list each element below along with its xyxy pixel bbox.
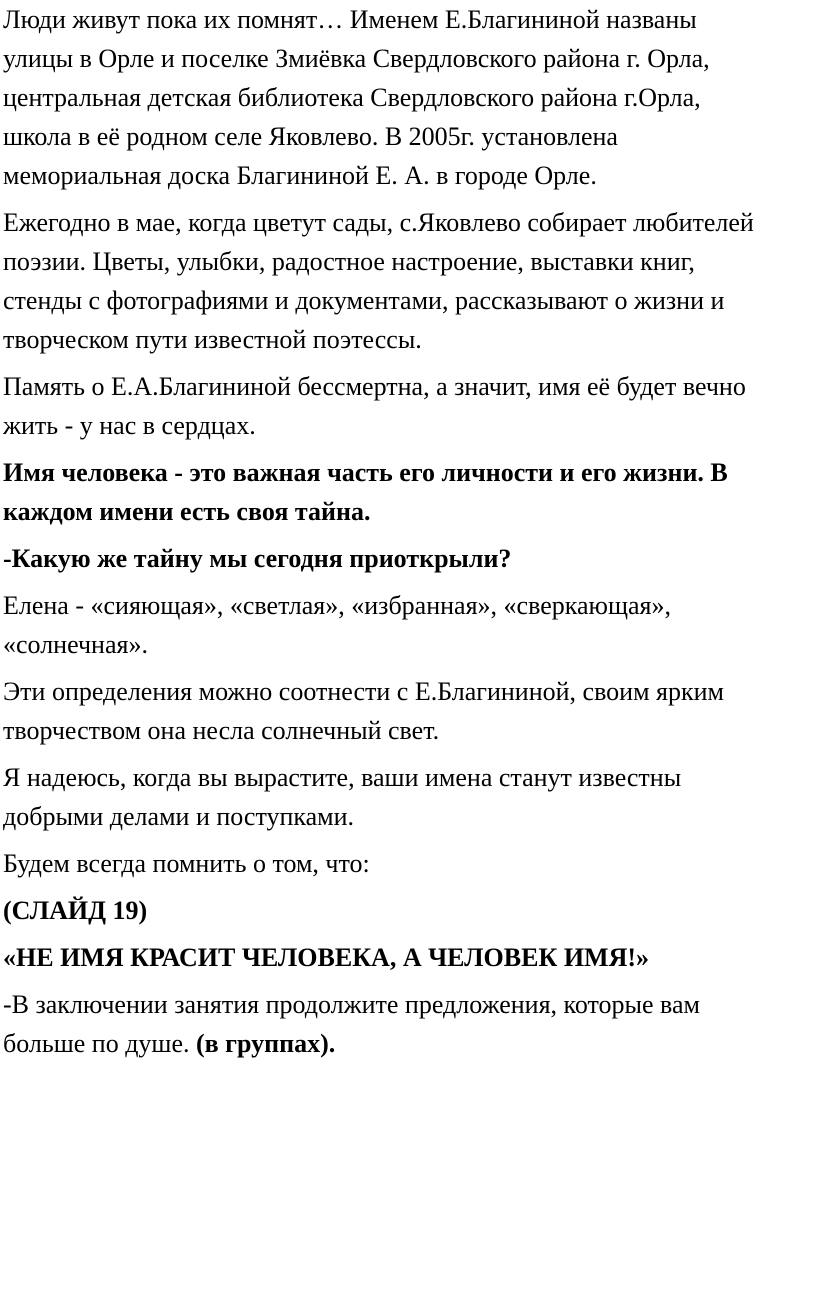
text-line: -В заключении занятия продолжите предложения, которые вам (3, 990, 700, 1019)
text-line: каждом имени есть своя тайна. (3, 497, 371, 526)
paragraph-definitions (3, 672, 814, 750)
closing-normal-text: больше по душе. (3, 1029, 196, 1058)
paragraph-slide-ref (3, 891, 814, 930)
text-line: творческом пути известной поэтессы. (3, 325, 422, 354)
paragraph-question (3, 539, 814, 578)
closing-bold-text: (в группах). (195, 1029, 336, 1058)
paragraph-closing (3, 985, 814, 1063)
text-line: «НЕ ИМЯ КРАСИТ ЧЕЛОВЕКА, А ЧЕЛОВЕК ИМЯ!» (3, 943, 650, 972)
text-line: Я надеюсь, когда вы вырастите, ваши имена станут известны (3, 763, 682, 792)
text-line: улицы в Орле и поселке Змиёвка Свердловского района г. Орла, (3, 44, 710, 73)
text-line: «солнечная». (3, 630, 148, 659)
text-line: Имя человека - это важная часть его личности и его жизни. В (3, 458, 728, 487)
text-line: -Какую же тайну мы сегодня приоткрыли? (3, 544, 512, 573)
paragraph-name-importance (3, 453, 814, 531)
text-line: Будем всегда помнить о том, что: (3, 849, 370, 878)
text-line: центральная детская библиотека Свердловского района г.Орла, (3, 83, 701, 112)
text-line: добрыми делами и поступками. (3, 802, 355, 831)
paragraph-memory (3, 0, 814, 195)
text-line: (СЛАЙД 19) (3, 896, 148, 925)
paragraph-proverb (3, 938, 814, 977)
text-line: поэзии. Цветы, улыбки, радостное настроение, выставки книг, (3, 247, 695, 276)
text-line: творчеством она несла солнечный свет. (3, 716, 440, 745)
text-line: мемориальная доска Благининой Е. А. в городе Орле. (3, 161, 597, 190)
text-line: Память о Е.А.Благининой бессмертна, а значит, имя её будет вечно (3, 372, 746, 401)
text-line (3, 1024, 814, 1063)
text-line: жить - у нас в сердцах. (3, 411, 256, 440)
paragraph-annual-celebration (3, 203, 814, 359)
text-line: стенды с фотографиями и документами, рассказывают о жизни и (3, 286, 725, 315)
paragraph-immortal-memory (3, 367, 814, 445)
text-line: Елена - «сияющая», «светлая», «избранная», «сверкающая», (3, 591, 671, 620)
paragraph-name-meaning (3, 586, 814, 664)
text-line: Ежегодно в мае, когда цветут сады, с.Яковлево собирает любителей (3, 208, 754, 237)
paragraph-hope (3, 758, 814, 836)
text-line: Эти определения можно соотнести с Е.Благининой, своим ярким (3, 677, 725, 706)
paragraph-remember (3, 844, 814, 883)
document-page (3, 0, 814, 1063)
text-line: Люди живут пока их помнят… Именем Е.Благининой названы (3, 5, 697, 34)
text-line: школа в её родном селе Яковлево. В 2005г. установлена (3, 122, 618, 151)
